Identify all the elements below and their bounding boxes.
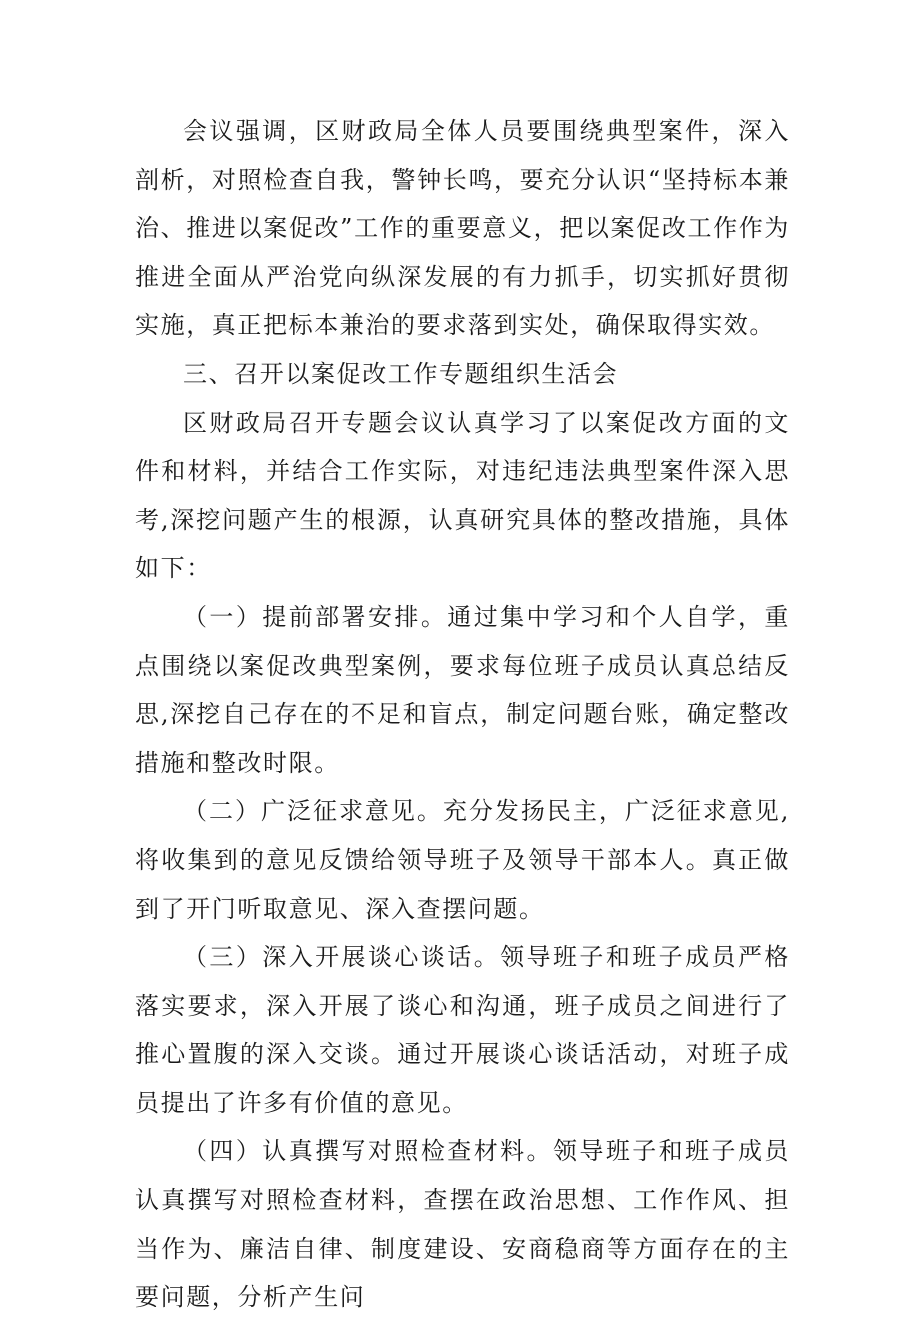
paragraph-item-four: （四）认真撰写对照检查材料。领导班子和班子成员认真撰写对照检查材料，查摆在政治思想、工作作风、担当作为、廉洁自律、制度建设、安商稳商等方面存在的主要问题，分析产生问 <box>135 1137 790 1312</box>
paragraph-item-one: （一）提前部署安排。通过集中学习和个人自学，重点围绕以案促改典型案例，要求每位班子成员认真总结反思,深挖自己存在的不足和盲点，制定问题台账，确定整改措施和整改时限。 <box>135 602 790 777</box>
paragraph-item-two: （二）广泛征求意见。充分发扬民主，广泛征求意见,将收集到的意见反馈给领导班子及领导干部本人。真正做到了开门听取意见、深入查摆问题。 <box>135 797 790 923</box>
paragraph-section-three-intro: 区财政局召开专题会议认真学习了以案促改方面的文件和材料，并结合工作实际，对违纪违法典型案件深入思考,深挖问题产生的根源，认真研究具体的整改措施，具体如下： <box>135 408 790 583</box>
paragraph-item-three: （三）深入开展谈心谈话。领导班子和班子成员严格落实要求，深入开展了谈心和沟通，班子成员之间进行了推心置腹的深入交谈。通过开展谈心谈话活动，对班子成员提出了许多有价值的意见。 <box>135 943 790 1117</box>
paragraph-meeting-emphasis: 会议强调，区财政局全体人员要围绕典型案件，深入剖析，对照检查自我，警钟长鸣，要充分认识“坚持标本兼治、推进以案促改”工作的重要意义，把以案促改工作作为推进全面从严治党向纵深发展的有力抓手，切实抓好贯彻实施，真正把标本兼治的要求落到实处，确保取得实效。 <box>135 117 790 340</box>
section-three-heading: 三、召开以案促改工作专题组织生活会 <box>183 359 619 388</box>
document-body <box>135 107 790 1322</box>
